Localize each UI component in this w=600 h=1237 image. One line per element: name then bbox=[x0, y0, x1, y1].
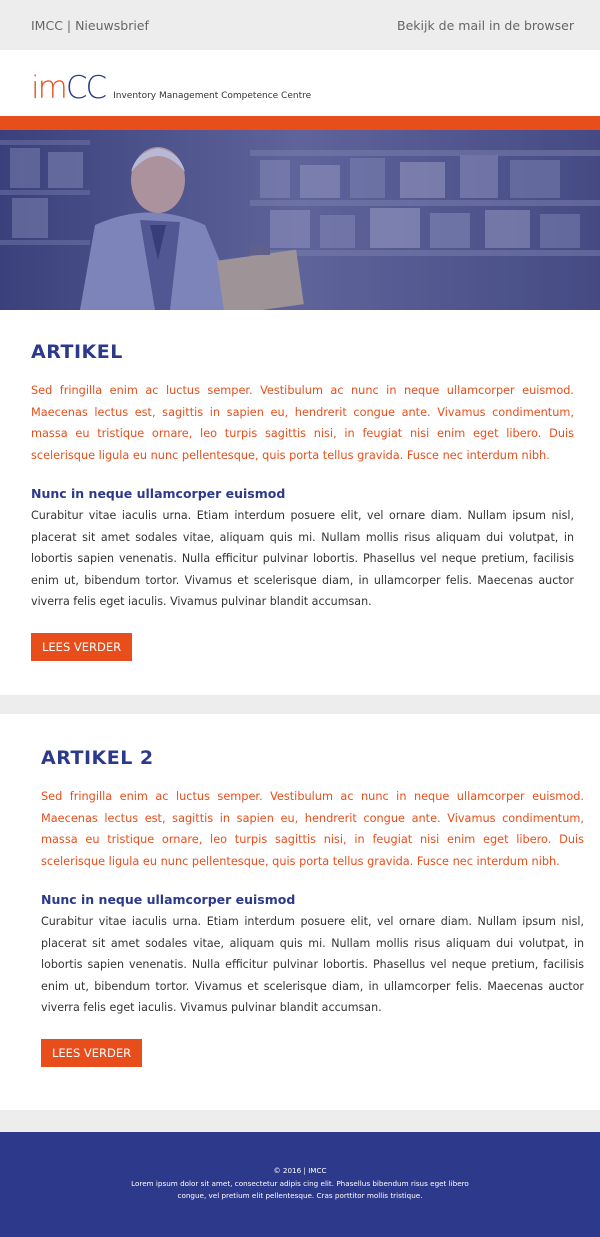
read-more-button[interactable]: LEES VERDER bbox=[31, 633, 132, 661]
logo-mark: imCC bbox=[31, 70, 106, 106]
article-body: Curabitur vitae iaculis urna. Etiam interdum posuere elit, vel ornare diam. Nullam ipsum nisl, placerat sit amet sodales vitae, aliquam quis mi. Nullam mollis risus aliquam dui volutpat, in lobortis sapien venenatis. Nulla efficitur pulvinar lobortis. Phasellus vel neque pretium, facilisis enim ut, bibendum tortor. Vivamus et scelerisque diam, in ullamcorper felis. Maecenas auctor viverra felis eget iaculis. Vivamus pulvinar blandit accumsan. bbox=[41, 915, 584, 1014]
footer-copyright: © 2016 | IMCC bbox=[273, 1166, 327, 1175]
article-subheading: Nunc in neque ullamcorper euismod bbox=[31, 486, 286, 501]
article-body: Curabitur vitae iaculis urna. Etiam interdum posuere elit, vel ornare diam. Nullam ipsum nisl, placerat sit amet sodales vitae, aliquam quis mi. Nullam mollis risus aliquam dui volutpat, in lobortis sapien venenatis. Nulla efficitur pulvinar lobortis. Phasellus vel neque pretium, facilisis enim ut, bibendum tortor. Vivamus et scelerisque diam, in ullamcorper felis. Maecenas auctor viverra felis eget iaculis. Vivamus pulvinar blandit accumsan. bbox=[31, 509, 574, 608]
top-bar bbox=[0, 0, 600, 50]
logo-subtitle: Inventory Management Competence Centre bbox=[113, 91, 312, 101]
footer bbox=[0, 1132, 600, 1237]
read-more-button[interactable]: LEES VERDER bbox=[41, 1039, 142, 1067]
section-divider bbox=[0, 695, 600, 714]
article-2 bbox=[0, 714, 600, 1110]
orange-divider bbox=[0, 116, 600, 130]
hero-image bbox=[0, 130, 600, 310]
article-1 bbox=[0, 310, 600, 695]
footer-text: Lorem ipsum dolor sit amet, consectetur adipis cing elit. Phasellus bibendum risus eget libero congue, vel pretium elit pellentesque. Cras porttitor mollis tristique. bbox=[131, 1178, 469, 1200]
imcc-logo[interactable] bbox=[31, 70, 312, 106]
article-subheading: Nunc in neque ullamcorper euismod bbox=[41, 892, 296, 907]
article-intro: Sed fringilla enim ac luctus semper. Vestibulum ac nunc in neque ullamcorper euismod. Maecenas lectus est, sagittis in sapien eu, hendrerit congue ante. Vivamus condimentum, massa eu tristique ornare, leo turpis sagittis nisi, in feugiat nisi enim eget libero. Duis scelerisque ligula eu nunc pellentesque, quis porta tellus gravida. Fusce nec interdum nibh. bbox=[41, 790, 584, 868]
view-in-browser-link[interactable]: Bekijk de mail in de browser bbox=[397, 17, 574, 33]
article-title: ARTIKEL 2 bbox=[41, 747, 154, 769]
article-title: ARTIKEL bbox=[31, 341, 123, 363]
newsletter-label: IMCC | Nieuwsbrief bbox=[31, 17, 149, 33]
footer-spacer bbox=[0, 1110, 600, 1132]
logo-header bbox=[0, 50, 600, 116]
article-intro: Sed fringilla enim ac luctus semper. Vestibulum ac nunc in neque ullamcorper euismod. Maecenas lectus est, sagittis in sapien eu, hendrerit congue ante. Vivamus condimentum, massa eu tristique ornare, leo turpis sagittis nisi, in feugiat nisi enim eget libero. Duis scelerisque ligula eu nunc pellentesque, quis porta tellus gravida. Fusce nec interdum nibh. bbox=[31, 384, 574, 462]
